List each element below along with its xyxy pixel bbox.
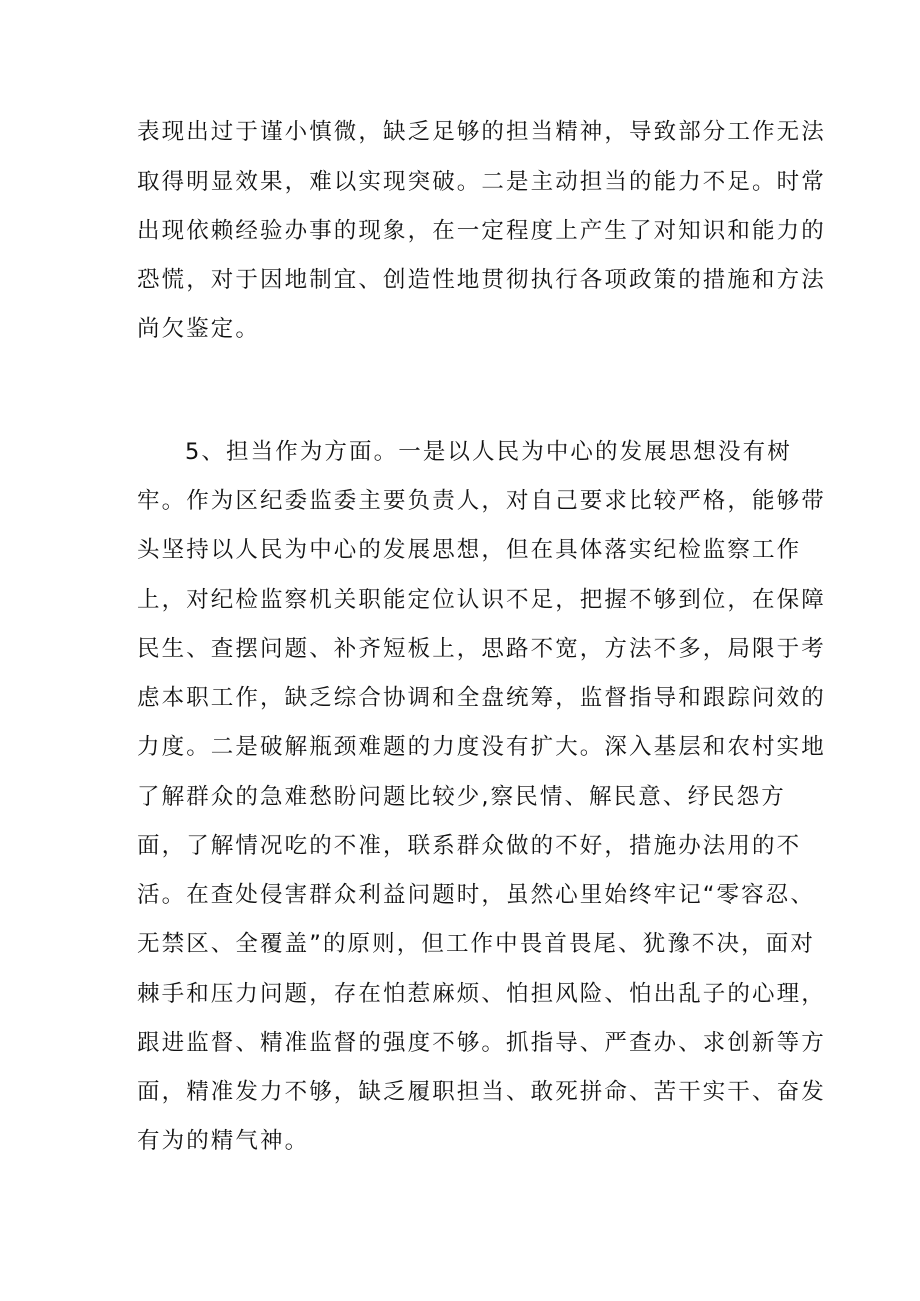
text-line: 恐慌，对于因地制宜、创造性地贯彻执行各项政策的措施和方法 — [137, 267, 826, 293]
text-line: 民生、查摆问题、补齐短板上，思路不宽，方法不多，局限于考 — [137, 636, 826, 662]
text-line: 活。在查处侵害群众利益问题时，虽然心里始终牢记“零容忍、 — [137, 882, 815, 908]
text-line: 头坚持以人民为中心的发展思想，但在具体落实纪检监察工作 — [137, 537, 802, 563]
text-line: 尚欠鉴定。 — [137, 316, 261, 342]
text-line: 上，对纪检监察机关职能定位认识不足，把握不够到位，在保障 — [137, 587, 826, 613]
text-line: 面，了解情况吃的不准，联系群众做的不好，措施办法用的不 — [137, 833, 802, 859]
text-line: 牢。作为区纪委监委主要负责人，对自己要求比较严格，能够带 — [137, 488, 826, 514]
text-line: 跟进监督、精准监督的强度不够。抓指导、严查办、求创新等方 — [137, 1030, 826, 1056]
text-line: 5、担当作为方面。一是以人民为中心的发展思想没有树 — [185, 439, 792, 465]
text-line: 有为的精气神。 — [137, 1128, 310, 1154]
text-line: 面，精准发力不够，缺乏履职担当、敢死拼命、苦干实干、奋发 — [137, 1079, 826, 1105]
text-line: 取得明显效果，难以实现突破。二是主动担当的能力不足。时常 — [137, 169, 826, 195]
text-line: 无禁区、全覆盖”的原则，但工作中畏首畏尾、犹豫不决，面对 — [137, 931, 815, 957]
text-line: 了解群众的急难愁盼问题比较少,察民情、解民意、纾民怨方 — [137, 784, 786, 810]
text-line: 表现出过于谨小慎微，缺乏足够的担当精神，导致部分工作无法 — [137, 119, 826, 145]
text-line: 力度。二是破解瓶颈难题的力度没有扩大。深入基层和农村实地 — [137, 734, 826, 760]
text-line: 虑本职工作，缺乏综合协调和全盘统筹，监督指导和跟踪问效的 — [137, 685, 826, 711]
text-line: 棘手和压力问题，存在怕惹麻烦、怕担风险、怕出乱子的心理， — [137, 981, 826, 1007]
text-line: 出现依赖经验办事的现象，在一定程度上产生了对知识和能力的 — [137, 218, 826, 244]
